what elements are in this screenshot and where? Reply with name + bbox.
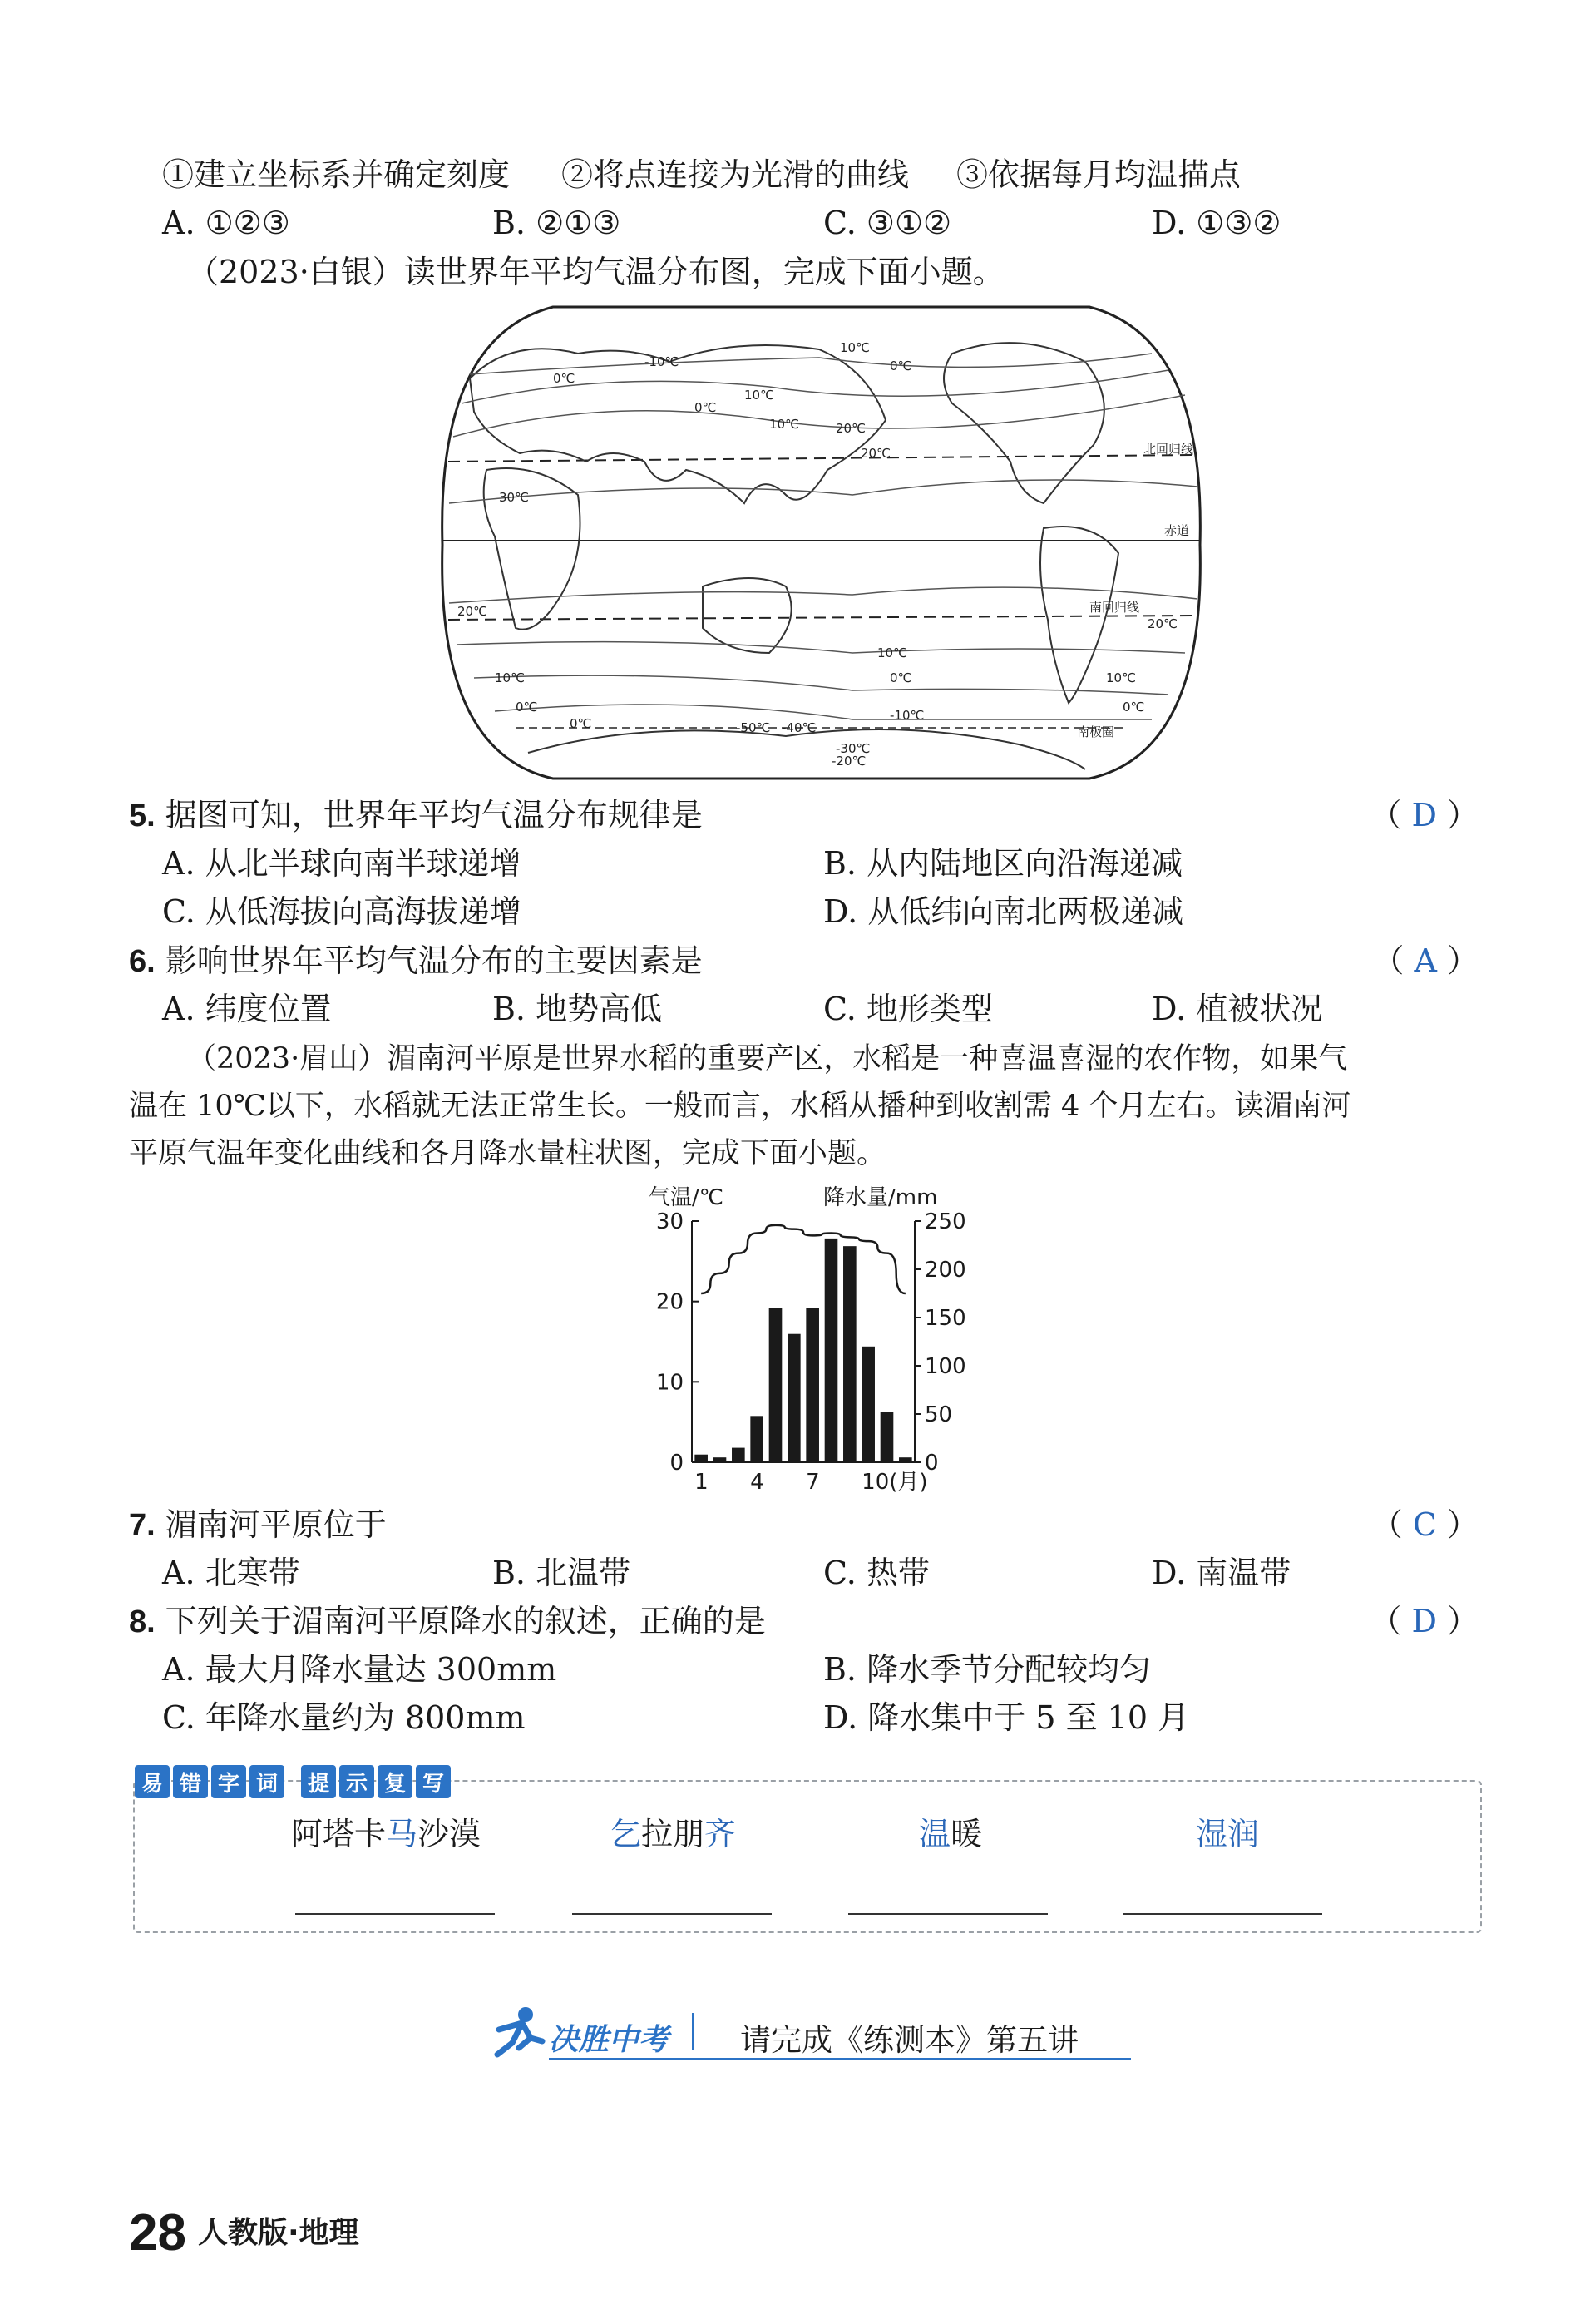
right-tick-label: 100 (925, 1354, 966, 1379)
left-tick-label: 0 (669, 1451, 684, 1476)
map-label: 10℃ (840, 340, 870, 355)
precip-bar (694, 1455, 708, 1462)
word-highlight: 齐 (704, 1816, 737, 1852)
world-temperature-map (437, 304, 1206, 782)
right-tick-label: 250 (925, 1209, 966, 1234)
question-7 (129, 1504, 387, 1546)
question-5 (129, 794, 703, 837)
word-highlight: 湿 (1196, 1816, 1228, 1852)
step-3: ③依据每月均温描点 (956, 156, 1242, 193)
q5-option-d: D. 从低纬向南北两极递减 (823, 893, 1184, 930)
edition-label: 人教版·地理 (198, 2216, 359, 2250)
choice-b: B. ②①③ (492, 205, 621, 241)
answer-letter: C (1412, 1506, 1437, 1543)
vocab-word-4 (1196, 1813, 1259, 1855)
map-label: 10℃ (769, 417, 799, 432)
map-label: -10℃ (644, 354, 679, 369)
footer-underline (549, 2058, 1131, 2060)
question-number: 7. (129, 1508, 156, 1543)
map-label: -50℃ (736, 720, 771, 735)
left-axis-label: 气温/℃ (649, 1185, 723, 1210)
step-2: ②将点连接为光滑的曲线 (561, 156, 910, 193)
answer-5: （ D ） (1370, 797, 1479, 833)
right-tick-label: 0 (925, 1451, 939, 1476)
intro-meishan-2: 温在 10℃以下，水稻就无法正常生长。一般而言，水稻从播种到收割需 4 个月左右。读湄南河 (129, 1090, 1351, 1123)
precip-bar (713, 1457, 727, 1462)
map-label: 20℃ (1148, 616, 1178, 631)
map-label: -30℃ (836, 741, 871, 756)
q7-option-d: D. 南温带 (1152, 1555, 1291, 1591)
map-label: 0℃ (570, 716, 592, 731)
tag-char: 易 (135, 1765, 170, 1798)
map-label: 10℃ (744, 388, 774, 403)
vocab-tags (135, 1765, 451, 1802)
precip-bar (881, 1412, 894, 1462)
q6-option-d: D. 植被状况 (1152, 991, 1323, 1027)
q7-option-b: B. 北温带 (492, 1555, 631, 1591)
q8-option-b: B. 降水季节分配较均匀 (823, 1651, 1152, 1688)
choice-d: D. ①③② (1152, 205, 1281, 241)
left-tick-label: 10 (655, 1370, 684, 1396)
tag-char: 写 (416, 1765, 451, 1798)
precip-bar (769, 1308, 783, 1462)
tag-char: 字 (211, 1765, 246, 1798)
q8-option-a: A. 最大月降水量达 300mm (162, 1651, 557, 1688)
precip-bar (806, 1308, 819, 1462)
vocab-word-2 (610, 1813, 736, 1855)
question-8 (129, 1600, 766, 1643)
right-axis-label: 降水量/mm (823, 1185, 938, 1210)
map-label: 20℃ (836, 421, 866, 436)
answer-letter: D (1411, 1603, 1437, 1639)
map-label: -40℃ (782, 720, 817, 735)
map-label: 20℃ (457, 604, 487, 619)
map-label: -10℃ (890, 708, 925, 723)
q5-option-a: A. 从北半球向南半球递增 (162, 845, 521, 882)
vocab-word-3 (919, 1813, 982, 1855)
q5-option-c: C. 从低海拔向高海拔递增 (162, 893, 521, 930)
climate-chart (640, 1181, 990, 1497)
intro-baiyin: （2023·白银）读世界年平均气温分布图，完成下面小题。 (187, 254, 1005, 290)
q8-option-c: C. 年降水量约为 800mm (162, 1699, 526, 1736)
intro-meishan-1: （2023·眉山）湄南河平原是世界水稻的重要产区，水稻是一种喜温喜湿的农作物，如果气 (187, 1042, 1348, 1075)
map-label: 20℃ (861, 446, 891, 461)
map-label: 0℃ (516, 700, 538, 715)
map-label: 0℃ (694, 400, 717, 415)
tag-char: 词 (249, 1765, 284, 1798)
precip-bar (825, 1239, 838, 1462)
q5-option-b: B. 从内陆地区向沿海递减 (823, 845, 1183, 882)
intro-meishan-3: 平原气温年变化曲线和各月降水量柱状图，完成下面小题。 (129, 1137, 886, 1170)
x-tick-label: 7 (806, 1470, 820, 1495)
answer-blank-2[interactable] (572, 1913, 772, 1915)
answer-letter: D (1411, 797, 1437, 833)
map-label: 0℃ (890, 358, 912, 373)
answer-7: （ C ） (1370, 1506, 1479, 1543)
map-label: 10℃ (1106, 670, 1136, 685)
q6-option-c: C. 地形类型 (823, 991, 993, 1027)
answer-blank-1[interactable] (295, 1913, 495, 1915)
answer-blank-4[interactable] (1123, 1913, 1322, 1915)
map-label: 南极圈 (1077, 724, 1115, 739)
map-label: 10℃ (495, 670, 525, 685)
left-tick-label: 20 (655, 1289, 684, 1315)
precip-bar (862, 1347, 875, 1462)
word-part: 暖 (951, 1816, 983, 1852)
map-label: 南回归线 (1089, 600, 1140, 615)
q6-option-a: A. 纬度位置 (162, 991, 332, 1027)
map-label: 0℃ (890, 670, 912, 685)
question-stem: 湄南河平原位于 (165, 1506, 387, 1543)
question-number: 6. (129, 944, 156, 979)
question-stem: 据图可知，世界年平均气温分布规律是 (165, 797, 703, 833)
precip-bar (750, 1416, 763, 1462)
vocab-word-1 (291, 1813, 481, 1855)
choice-a: A. ①②③ (162, 205, 290, 241)
word-highlight: 乞 (610, 1816, 642, 1852)
map-label: 0℃ (553, 371, 575, 386)
word-part: 沙漠 (417, 1816, 481, 1852)
right-tick-label: 50 (925, 1402, 953, 1427)
precip-bar (899, 1457, 912, 1462)
right-tick-label: 200 (925, 1258, 966, 1283)
footer-instruction: 请完成《练测本》第五讲 (740, 2022, 1079, 2058)
precip-bar (788, 1334, 801, 1462)
precip-bar (843, 1246, 857, 1462)
word-part: 阿塔卡 (291, 1816, 387, 1852)
tag-char: 示 (339, 1765, 374, 1798)
footer-divider (692, 2013, 694, 2050)
x-tick-label: 1 (694, 1470, 709, 1495)
q8-option-d: D. 降水集中于 5 至 10 月 (823, 1699, 1190, 1736)
right-tick-label: 150 (925, 1306, 966, 1331)
q6-option-b: B. 地势高低 (492, 991, 663, 1027)
question-stem: 影响世界年平均气温分布的主要因素是 (165, 942, 703, 979)
word-part: 拉朋 (641, 1816, 705, 1852)
tag-char: 错 (173, 1765, 208, 1798)
answer-8: （ D ） (1370, 1603, 1479, 1639)
left-tick-label: 30 (655, 1209, 684, 1234)
tag-char: 提 (301, 1765, 336, 1798)
question-6 (129, 940, 703, 982)
map-label: 30℃ (499, 490, 529, 505)
question-number: 5. (129, 799, 156, 833)
step-1: ①建立坐标系并确定刻度 (162, 156, 511, 193)
runner-icon (482, 2005, 549, 2063)
vocab-box (133, 1780, 1482, 1933)
map-label: 北回归线 (1143, 442, 1194, 457)
word-highlight: 马 (386, 1816, 418, 1852)
x-tick-label: 10(月) (862, 1470, 928, 1495)
page-number: 28 (129, 2204, 186, 2262)
x-tick-label: 4 (750, 1470, 764, 1495)
answer-blank-3[interactable] (848, 1913, 1048, 1915)
q7-option-a: A. 北寒带 (162, 1555, 300, 1591)
map-label: -20℃ (832, 754, 867, 769)
temperature-line (701, 1225, 906, 1293)
question-number: 8. (129, 1605, 156, 1639)
map-label: 赤道 (1164, 523, 1190, 538)
answer-6: （ A ） (1372, 942, 1479, 979)
tag-char: 复 (378, 1765, 412, 1798)
answer-letter: A (1414, 942, 1437, 979)
word-highlight: 温 (919, 1816, 951, 1852)
q7-option-c: C. 热带 (823, 1555, 930, 1591)
choice-c: C. ③①② (823, 205, 952, 241)
word-highlight: 润 (1227, 1816, 1260, 1852)
question-stem: 下列关于湄南河平原降水的叙述，正确的是 (165, 1603, 766, 1639)
footer-logo: 决胜中考 (549, 2023, 669, 2057)
map-label: 0℃ (1123, 700, 1145, 715)
precip-bar (732, 1448, 745, 1462)
map-label: 10℃ (877, 645, 907, 660)
